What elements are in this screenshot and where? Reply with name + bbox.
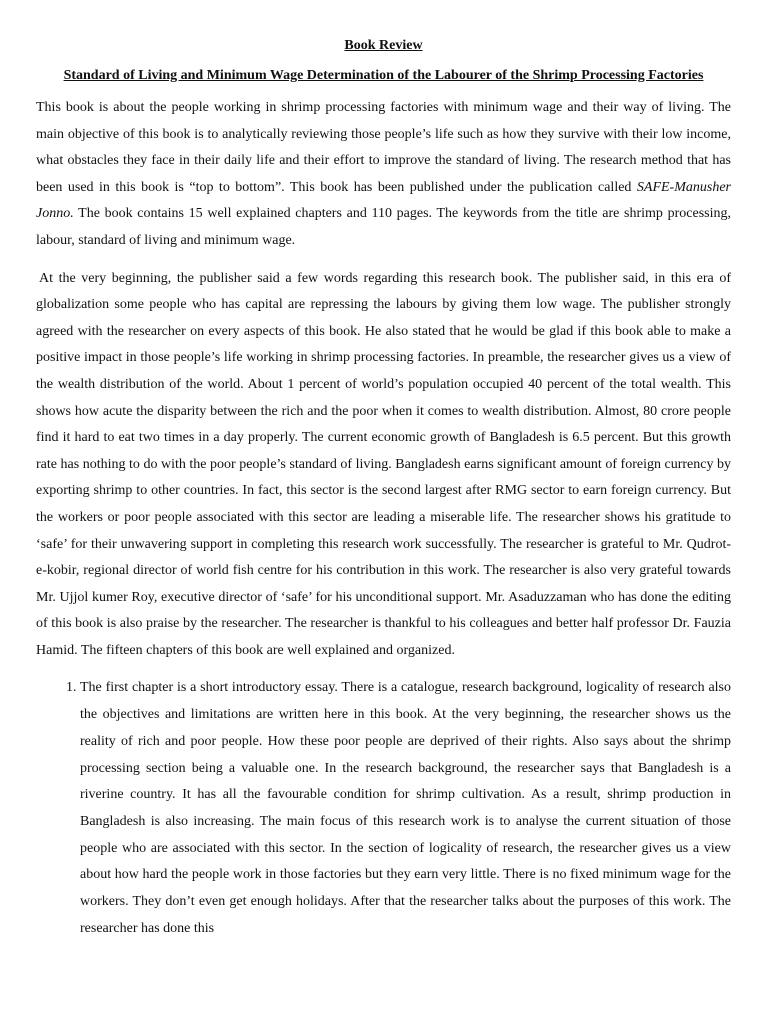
publisher-name: SAFE-Manusher Jonno.	[36, 179, 731, 222]
paragraph-intro	[36, 95, 731, 255]
chapter-list	[36, 675, 731, 942]
list-item: 1. The first chapter is a short introductory essay. There is a catalogue, research background, logicality of research also the objectives and limitations are written here in this book. At the very beginning, the researcher shows us the reality of rich and poor people. How these poor people are deprived of their rights. Also says about the shrimp processing section being a valuable one. In the research background, the researcher says that Bangladesh is a riverine country. It has all the favourable condition for shrimp cultivation. As a result, shrimp production in Bangladesh is also increasing. The main focus of this research work is to analyse the current situation of those people who are associated with this sector. In the section of logicality of research, the researcher gives us a view about how hard the people work in those factories but they earn very little. There is no fixed minimum wage for the workers. They don’t even get enough holidays. After that the researcher talks about the purposes of this work. The researcher has done this	[80, 675, 731, 942]
document-title: Book Review	[344, 38, 423, 53]
paragraph-intro-text-b: The book contains 15 well explained chapters and 110 pages. The keywords from the title are shrimp processing, labour, standard of living and minimum wage.	[36, 206, 731, 248]
paragraph-intro-text-a: This book is about the people working in shrimp processing factories with minimum wage and their way of living. The main objective of this book is to analytically reviewing those people’s life such as how they survive with their low income, what obstacles they face in their daily life and their effort to improve the standard of living. The research method that has been used in this book is “top to bottom”. This book has been published under the publication called	[36, 100, 731, 195]
document-subtitle: Standard of Living and Minimum Wage Determination of the Labourer of the Shrimp Processing Factories	[63, 68, 704, 83]
document-page	[36, 36, 731, 943]
paragraph-preamble: At the very beginning, the publisher said a few words regarding this research book. The publisher said, in this era of globalization some people who has capital are repressing the labours by giving them low wage. The publisher strongly agreed with the researcher on every aspects of this book. He also stated that he would be glad if this book able to make a positive impact in those people’s life working in shrimp processing factories. In preamble, the researcher gives us a view of the wealth distribution of the world. About 1 percent of world’s population occupied 40 percent of the total wealth. This shows how acute the disparity between the rich and the poor when it comes to wealth distribution. Almost, 80 crore people find it hard to eat two times in a day properly. The current economic growth of Bangladesh is 6.5 percent. But this growth rate has nothing to do with the poor people’s standard of living. Bangladesh earns significant amount of foreign currency by exporting shrimp to other countries. In fact, this sector is the second largest after RMG sector to earn foreign currency. But the workers or poor people associated with this sector are leading a miserable life. The researcher shows his gratitude to ‘safe’ for their unwavering support in completing this research work successfully. The researcher is grateful to Mr. Qudrot-e-kobir, regional director of world fish centre for his contribution in this work. The researcher is also very grateful towards Mr. Ujjol kumer Roy, executive director of ‘safe’ for his unconditional support. Mr. Asaduzzaman who has done the editing of this book is also praise by the researcher. The researcher is thankful to his colleagues and better half professor Dr. Fauzia Hamid. The fifteen chapters of this book are well explained and organized.	[36, 270, 731, 658]
